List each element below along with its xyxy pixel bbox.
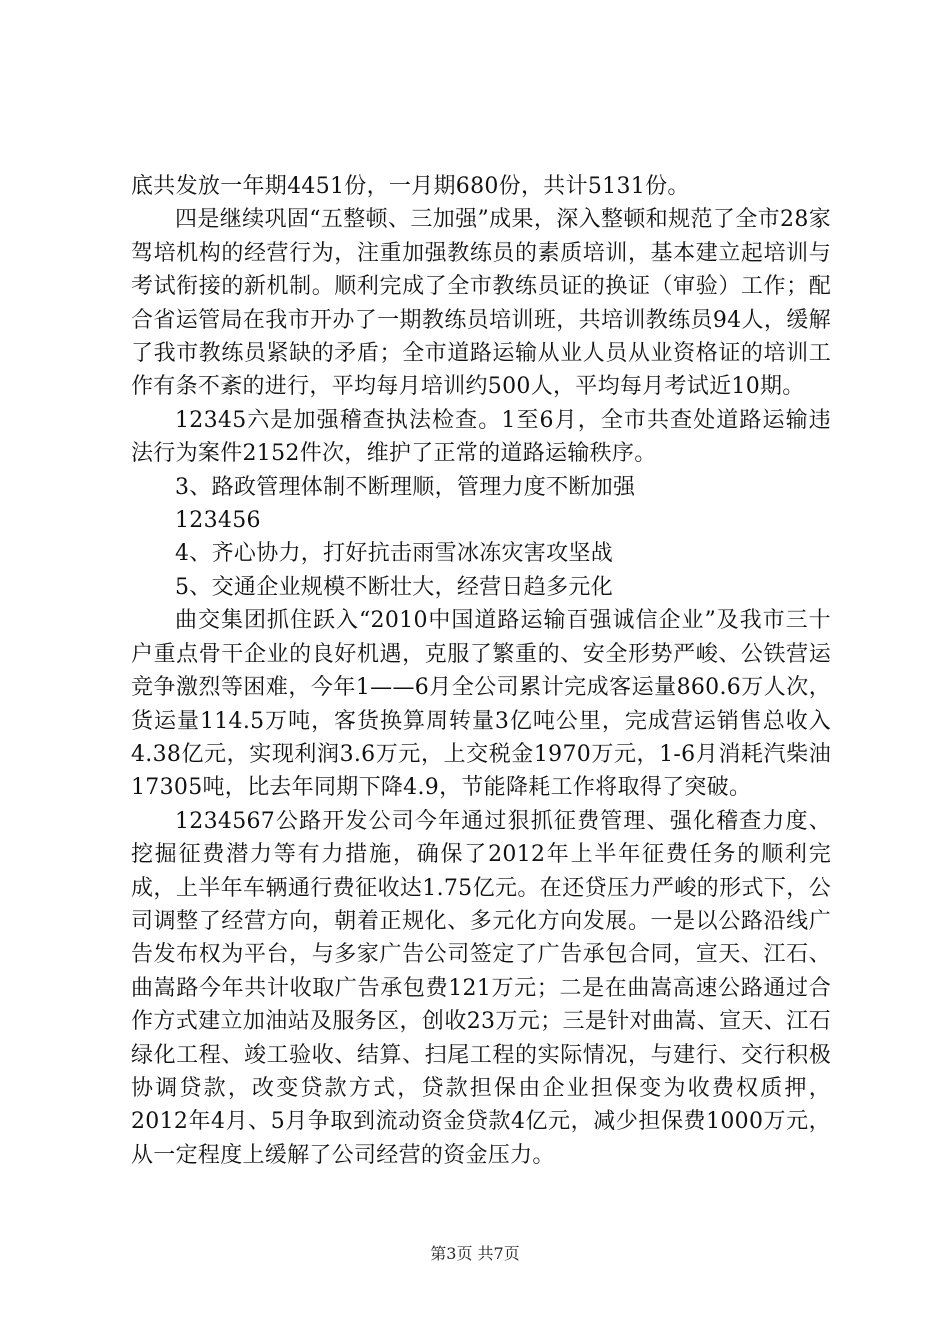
paragraph-enforcement: 12345六是加强稽查执法检查。1至6月，全市共查处道路运输违法行为案件2152件次，维护了正常的道路运输秩序。 bbox=[131, 407, 831, 467]
paragraph-driver-training: 四是继续巩固“五整顿、三加强”成果，深入整顿和规范了全市28家驾培机构的经营行为，注重加强教练员的素质培训，基本建立起培训与考试衔接的新机制。顺利完成了全市教练员证的换证（审验）工作；配合省运管局在我市开办了一期教练员培训班，共培训教练员94人，缓解了我市教练员紧缺的矛盾；全市道路运输从业人员从业资格证的培训工作有条不紊的进行，平均每月培训约500人，平均每月考试近10期。 bbox=[131, 207, 831, 400]
page-number-footer: 第3页 共7页 bbox=[430, 1244, 520, 1263]
paragraph-continuation: 底共发放一年期4451份，一月期680份，共计5131份。 bbox=[131, 174, 690, 199]
heading-enterprise-growth: 5、交通企业规模不断壮大，经营日趋多元化 bbox=[175, 574, 613, 600]
paragraph-highway-company: 1234567公路开发公司今年通过狠抓征费管理、强化稽查力度、挖掘征费潜力等有力措施，确保了2012年上半年征费任务的顺利完成，上半年车辆通行费征收达1.75亿元。在还贷压力严峻的形式下，公司调整了经营方向，朝着正规化、多元化方向发展。一是以公路沿线广告发布权为平台，与多家广告公司签定了广告承包合同，宣天、江石、曲嵩路今年共计收取广告承包费121万元；二是在曲嵩高速公路通过合作方式建立加油站及服务区，创收23万元；三是针对曲嵩、宣天、江石绿化工程、竣工验收、结算、扫尾工程的实际情况，与建行、交行积极协调贷款，改变贷款方式，贷款担保由企业担保变为收费权质押，2012年4月、5月争取到流动资金贷款4亿元，减少担保费1000万元，从一定程度上缓解了公司经营的资金压力。 bbox=[131, 808, 831, 1168]
heading-road-administration: 3、路政管理体制不断理顺，管理力度不断加强 bbox=[175, 474, 636, 500]
document-body bbox=[131, 170, 831, 1172]
paragraph-transport-group: 曲交集团抓住跃入“2010中国道路运输百强诚信企业”及我市三十户重点骨干企业的良好机遇，克服了繁重的、安全形势严峻、公铁营运竞争激烈等困难，今年1——6月全公司累计完成客运量860.6万人次，货运量114.5万吨，客货换算周转量3亿吨公里，完成营运销售总收入4.38亿元，实现利润3.6万元，上交税金1970万元，1-6月消耗汽柴油17305吨，比去年同期下降4.9，节能降耗工作将取得了突破。 bbox=[131, 608, 831, 801]
paragraph-number-line: 123456 bbox=[175, 508, 261, 534]
heading-disaster-relief: 4、齐心协力，打好抗击雨雪冰冻灾害攻坚战 bbox=[175, 541, 613, 567]
